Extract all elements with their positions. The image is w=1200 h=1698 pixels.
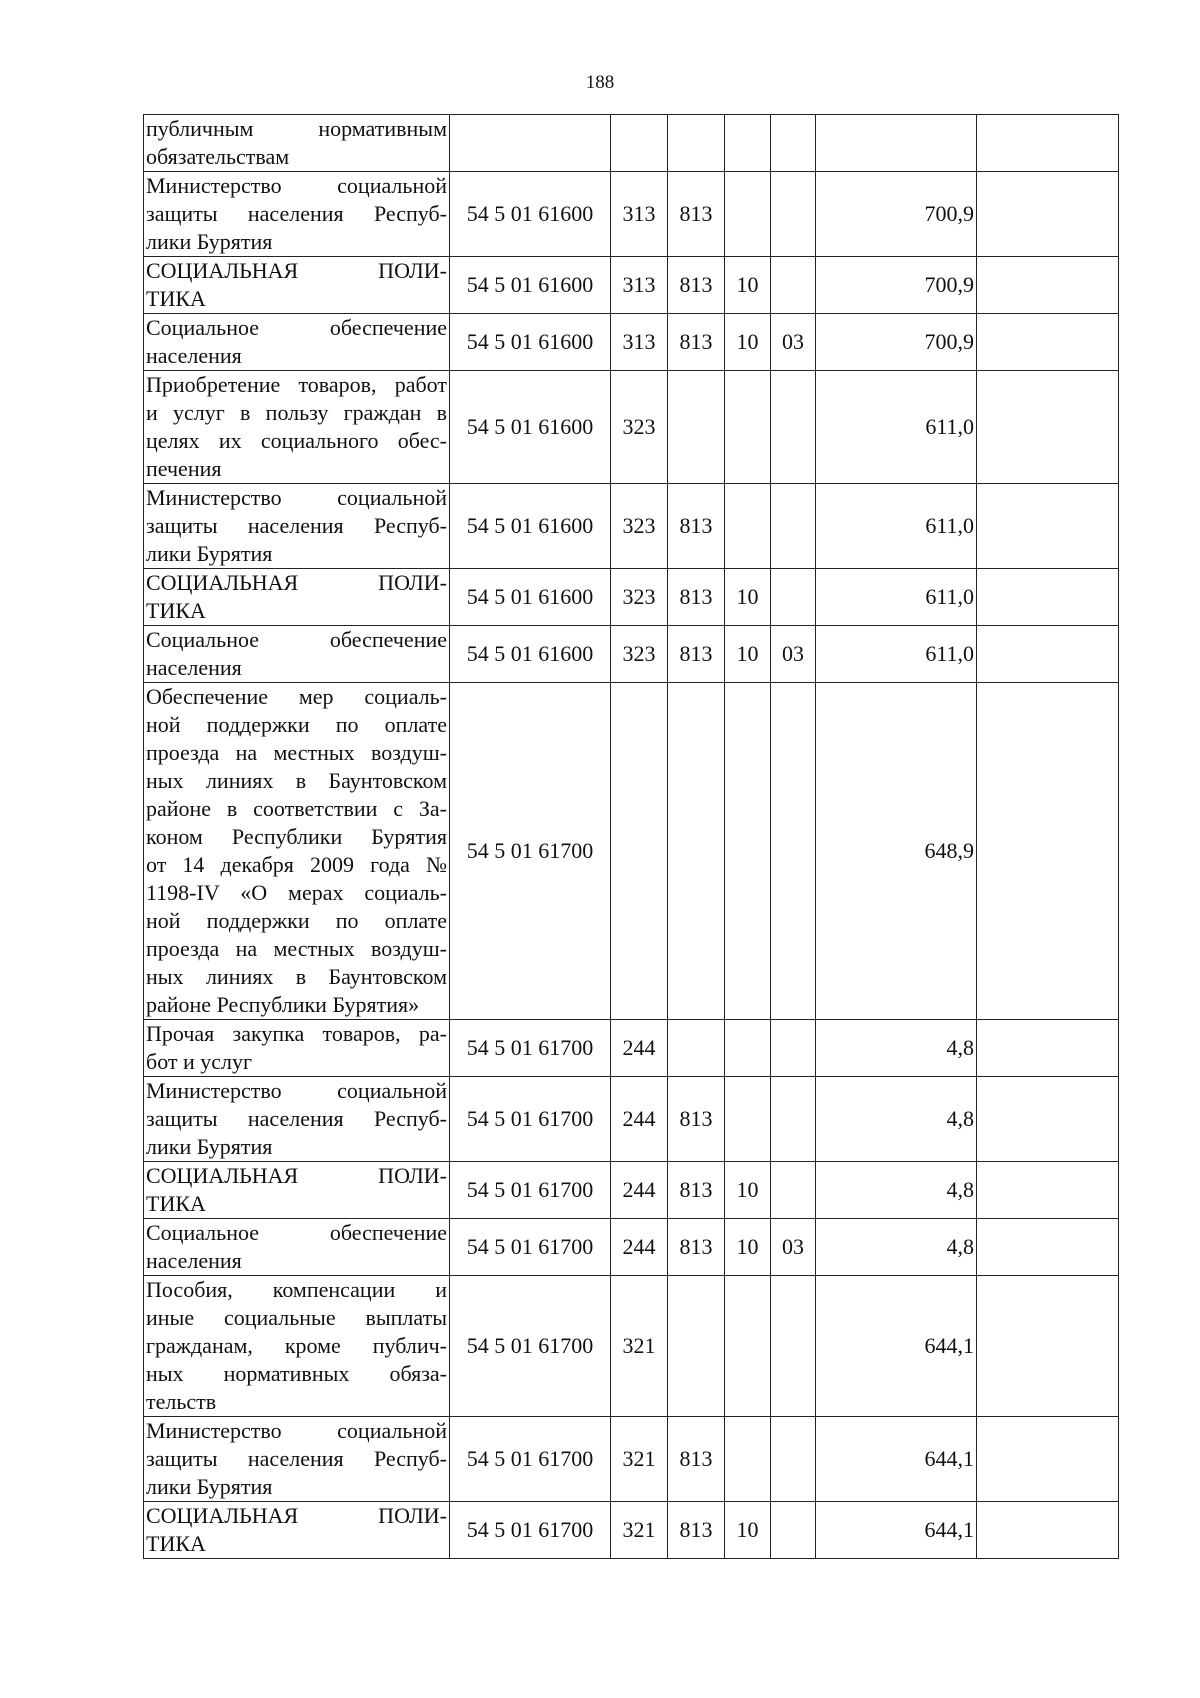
item-name-line: гражданам, кроме публич- [146,1333,447,1358]
administrator-code-cell: 813 [668,257,725,314]
item-name-line: Министерство социальной [146,173,447,198]
extra-cell [977,683,1119,1020]
expense-type-cell: 323 [611,569,668,626]
amount-cell: 4,8 [816,1219,977,1276]
expense-type-cell: 323 [611,371,668,484]
subsection-code-cell [771,172,816,257]
item-name-line: населения [146,343,242,368]
section-code-cell [725,371,771,484]
item-name-line: коном Республики Бурятия [146,824,447,849]
item-name-line: обязательствам [146,144,290,169]
subsection-code-cell [771,1162,816,1219]
expense-type-cell: 244 [611,1162,668,1219]
section-code-cell: 10 [725,569,771,626]
item-name-line: 1198-IV «О мерах социаль- [146,880,447,905]
item-name-cell [144,1077,450,1162]
item-name-line: проезда на местных воздуш- [146,936,447,961]
table-body [144,115,1119,1559]
item-name-line: Социальное обеспечение [146,315,447,340]
target-article-code-cell: 54 5 01 61600 [450,569,611,626]
target-article-code-cell [450,115,611,172]
extra-cell [977,484,1119,569]
item-name-line: тельств [146,1389,217,1414]
expense-type-cell: 313 [611,314,668,371]
item-name-line: публичным нормативным [146,116,447,141]
subsection-code-cell [771,115,816,172]
table-row [144,172,1119,257]
item-name-line: и услуг в пользу граждан в [146,400,447,425]
item-name-line: районе Республики Бурятия» [146,992,420,1017]
extra-cell [977,1219,1119,1276]
subsection-code-cell [771,371,816,484]
item-name-line: бот и услуг [146,1049,253,1074]
table-row [144,1020,1119,1077]
item-name-cell [144,314,450,371]
expense-type-cell: 244 [611,1020,668,1077]
administrator-code-cell: 813 [668,1417,725,1502]
administrator-code-cell: 813 [668,1077,725,1162]
item-name-line: СОЦИАЛЬНАЯ ПОЛИ- [146,1503,447,1528]
subsection-code-cell: 03 [771,626,816,683]
target-article-code-cell: 54 5 01 61600 [450,371,611,484]
section-code-cell: 10 [725,1502,771,1559]
item-name-cell [144,257,450,314]
item-name-line: целях их социального обес- [146,428,447,453]
subsection-code-cell [771,1276,816,1417]
item-name-line: лики Бурятия [146,229,273,254]
administrator-code-cell: 813 [668,172,725,257]
administrator-code-cell [668,371,725,484]
section-code-cell [725,1020,771,1077]
table-row [144,257,1119,314]
item-name-cell [144,484,450,569]
target-article-code-cell: 54 5 01 61700 [450,1502,611,1559]
extra-cell [977,257,1119,314]
section-code-cell: 10 [725,314,771,371]
target-article-code-cell: 54 5 01 61700 [450,1020,611,1077]
table-row [144,1276,1119,1417]
table-row [144,1417,1119,1502]
expense-type-cell: 321 [611,1417,668,1502]
table-row [144,484,1119,569]
item-name-line: ных линиях в Баунтовском [146,964,447,989]
item-name-line: СОЦИАЛЬНАЯ ПОЛИ- [146,1163,447,1188]
item-name-line: ТИКА [146,286,206,311]
table-row [144,371,1119,484]
target-article-code-cell: 54 5 01 61600 [450,626,611,683]
amount-cell: 700,9 [816,257,977,314]
administrator-code-cell: 813 [668,484,725,569]
administrator-code-cell [668,1276,725,1417]
amount-cell: 700,9 [816,172,977,257]
extra-cell [977,1162,1119,1219]
administrator-code-cell: 813 [668,1502,725,1559]
item-name-cell [144,1020,450,1077]
table-row [144,1502,1119,1559]
item-name-cell [144,1276,450,1417]
item-name-line: лики Бурятия [146,1134,273,1159]
item-name-line: ных линиях в Баунтовском [146,768,447,793]
item-name-line: Прочая закупка товаров, ра- [146,1021,447,1046]
administrator-code-cell: 813 [668,314,725,371]
extra-cell [977,569,1119,626]
item-name-line: защиты населения Респуб- [146,513,447,538]
item-name-cell [144,1502,450,1559]
item-name-line: лики Бурятия [146,1474,273,1499]
item-name-line: от 14 декабря 2009 года № [146,852,447,877]
target-article-code-cell: 54 5 01 61600 [450,484,611,569]
target-article-code-cell: 54 5 01 61600 [450,314,611,371]
section-code-cell: 10 [725,1219,771,1276]
target-article-code-cell: 54 5 01 61600 [450,257,611,314]
item-name-cell [144,1417,450,1502]
target-article-code-cell: 54 5 01 61700 [450,1276,611,1417]
target-article-code-cell: 54 5 01 61700 [450,1417,611,1502]
item-name-line: районе в соответствии с За- [146,796,447,821]
item-name-line: Министерство социальной [146,485,447,510]
extra-cell [977,1276,1119,1417]
item-name-cell [144,1219,450,1276]
subsection-code-cell [771,484,816,569]
table-row [144,569,1119,626]
expense-type-cell: 321 [611,1502,668,1559]
target-article-code-cell: 54 5 01 61700 [450,1162,611,1219]
table-row [144,1219,1119,1276]
item-name-line: защиты населения Респуб- [146,1446,447,1471]
amount-cell: 4,8 [816,1162,977,1219]
item-name-cell [144,569,450,626]
amount-cell: 611,0 [816,569,977,626]
extra-cell [977,314,1119,371]
page-number: 188 [585,72,615,93]
administrator-code-cell: 813 [668,1162,725,1219]
item-name-line: защиты населения Респуб- [146,1106,447,1131]
expense-type-cell [611,683,668,1020]
item-name-line: Пособия, компенсации и [146,1277,447,1302]
amount-cell: 4,8 [816,1020,977,1077]
item-name-line: ТИКА [146,1531,206,1556]
administrator-code-cell: 813 [668,1219,725,1276]
item-name-line: СОЦИАЛЬНАЯ ПОЛИ- [146,570,447,595]
section-code-cell [725,1276,771,1417]
item-name-cell [144,626,450,683]
amount-cell: 700,9 [816,314,977,371]
item-name-line: Министерство социальной [146,1418,447,1443]
amount-cell: 644,1 [816,1276,977,1417]
item-name-line: СОЦИАЛЬНАЯ ПОЛИ- [146,258,447,283]
section-code-cell [725,683,771,1020]
item-name-line: защиты населения Респуб- [146,201,447,226]
extra-cell [977,371,1119,484]
expense-type-cell: 321 [611,1276,668,1417]
table-row [144,626,1119,683]
budget-table [143,114,1119,1559]
extra-cell [977,1020,1119,1077]
expense-type-cell: 323 [611,484,668,569]
item-name-line: Министерство социальной [146,1078,447,1103]
table-row [144,1162,1119,1219]
section-code-cell: 10 [725,1162,771,1219]
item-name-line: ТИКА [146,1191,206,1216]
extra-cell [977,626,1119,683]
section-code-cell: 10 [725,257,771,314]
item-name-line: Приобретение товаров, работ [146,372,447,397]
extra-cell [977,1502,1119,1559]
expense-type-cell: 313 [611,257,668,314]
item-name-line: Социальное обеспечение [146,627,447,652]
expense-type-cell: 323 [611,626,668,683]
subsection-code-cell: 03 [771,1219,816,1276]
amount-cell: 611,0 [816,371,977,484]
subsection-code-cell [771,257,816,314]
item-name-cell [144,172,450,257]
administrator-code-cell: 813 [668,626,725,683]
subsection-code-cell [771,1020,816,1077]
item-name-line: ной поддержки по оплате [146,908,447,933]
item-name-line: печения [146,456,222,481]
target-article-code-cell: 54 5 01 61700 [450,1219,611,1276]
item-name-line: населения [146,1248,242,1273]
table-row [144,1077,1119,1162]
section-code-cell [725,1417,771,1502]
administrator-code-cell [668,115,725,172]
item-name-line: Обеспечение мер социаль- [146,684,447,709]
section-code-cell [725,115,771,172]
subsection-code-cell [771,1502,816,1559]
section-code-cell [725,484,771,569]
item-name-line: населения [146,655,242,680]
target-article-code-cell: 54 5 01 61600 [450,172,611,257]
section-code-cell [725,172,771,257]
amount-cell: 644,1 [816,1502,977,1559]
subsection-code-cell [771,569,816,626]
item-name-line: иные социальные выплаты [146,1305,447,1330]
subsection-code-cell [771,683,816,1020]
amount-cell: 4,8 [816,1077,977,1162]
administrator-code-cell [668,683,725,1020]
amount-cell: 644,1 [816,1417,977,1502]
target-article-code-cell: 54 5 01 61700 [450,683,611,1020]
expense-type-cell: 244 [611,1077,668,1162]
extra-cell [977,172,1119,257]
subsection-code-cell [771,1417,816,1502]
item-name-cell [144,683,450,1020]
item-name-line: ТИКА [146,598,206,623]
subsection-code-cell: 03 [771,314,816,371]
item-name-line: ных нормативных обяза- [146,1361,447,1386]
table-row [144,683,1119,1020]
item-name-line: Социальное обеспечение [146,1220,447,1245]
target-article-code-cell: 54 5 01 61700 [450,1077,611,1162]
expense-type-cell: 313 [611,172,668,257]
section-code-cell: 10 [725,626,771,683]
item-name-line: проезда на местных воздуш- [146,740,447,765]
amount-cell [816,115,977,172]
section-code-cell [725,1077,771,1162]
expense-type-cell [611,115,668,172]
expense-type-cell: 244 [611,1219,668,1276]
administrator-code-cell: 813 [668,569,725,626]
item-name-cell [144,115,450,172]
table-row [144,115,1119,172]
extra-cell [977,1417,1119,1502]
table-row [144,314,1119,371]
item-name-cell [144,1162,450,1219]
subsection-code-cell [771,1077,816,1162]
item-name-line: лики Бурятия [146,541,273,566]
administrator-code-cell [668,1020,725,1077]
extra-cell [977,1077,1119,1162]
item-name-cell [144,371,450,484]
amount-cell: 648,9 [816,683,977,1020]
item-name-line: ной поддержки по оплате [146,712,447,737]
amount-cell: 611,0 [816,626,977,683]
amount-cell: 611,0 [816,484,977,569]
extra-cell [977,115,1119,172]
